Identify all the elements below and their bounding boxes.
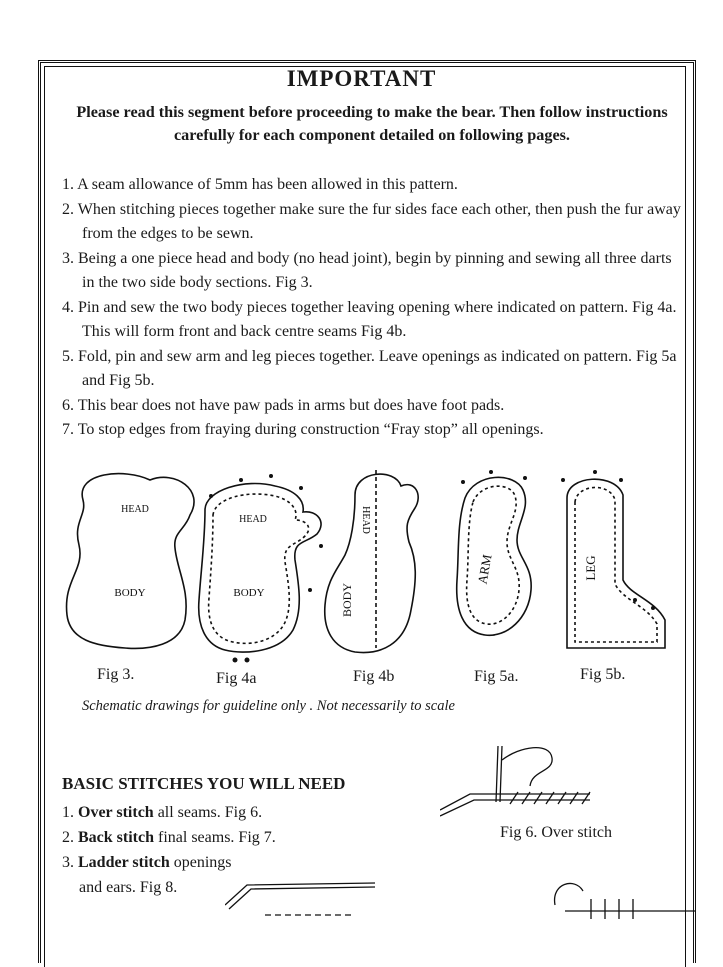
instruction-item: 5. Fold, pin and sew arm and leg pieces together. Leave openings as indicated on pattern. Fig 5a and Fig 5b.	[62, 347, 677, 389]
stitch-item-continued: and ears. Fig 8.	[79, 879, 178, 896]
fig6-caption: Fig 6. Over stitch	[500, 824, 612, 841]
fig3-body-label: BODY	[114, 587, 146, 599]
instruction-item: 1. A seam allowance of 5mm has been allowed in this pattern.	[62, 176, 458, 193]
fig5b-caption: Fig 5b.	[580, 666, 626, 683]
scale-note: Schematic drawings for guideline only . Not necessarily to scale	[82, 698, 455, 714]
fig5b-leg-label: LEG	[583, 555, 598, 581]
instruction-item: 6. This bear does not have paw pads in arms but does have foot pads.	[62, 396, 505, 414]
fig5b-leg-piece	[567, 479, 665, 648]
fig4a-body-label: BODY	[233, 587, 265, 599]
stitch-item: 3. Ladder stitch openings	[62, 854, 232, 871]
instruction-item: 2. When stitching pieces together make sure the fur sides face each other, then push the fur away from the edges to be sewn.	[62, 200, 681, 242]
stitches-heading: BASIC STITCHES YOU WILL NEED	[62, 774, 346, 793]
fig3-head-label: HEAD	[121, 504, 149, 515]
stitch-item: 1. Over stitch all seams. Fig 6.	[62, 804, 263, 821]
fig4a-caption: Fig 4a	[216, 670, 257, 687]
fig4b-head-label: HEAD	[360, 506, 371, 534]
fig4b-caption: Fig 4b	[353, 668, 395, 685]
instruction-item: 3. Being a one piece head and body (no head joint), begin by pinning and sewing all three darts in the two side body sections. Fig 3.	[62, 249, 672, 291]
fig4a-body-piece	[199, 483, 321, 652]
fig4a-head-label: HEAD	[239, 514, 267, 525]
fig4b-body-piece	[325, 474, 418, 652]
fig3-body-piece	[67, 474, 195, 649]
stitch-drawings-bottom	[225, 875, 705, 923]
fig5a-caption: Fig 5a.	[474, 668, 519, 685]
instruction-item: 4. Pin and sew the two body pieces together leaving opening where indicated on pattern. Fig 4a. This will form front and back centre seams Fig 4b.	[62, 298, 677, 340]
intro-text: Please read this segment before proceeding to make the bear. Then follow instructions carefully for each component detailed on following pages.	[76, 103, 668, 144]
instruction-list	[62, 173, 684, 443]
instruction-item: 7. To stop edges from fraying during construction “Fray stop” all openings.	[62, 421, 544, 438]
fig6-over-stitch-drawing	[440, 742, 640, 822]
stitch-item: 2. Back stitch final seams. Fig 7.	[62, 829, 276, 846]
fig4b-body-label: BODY	[340, 582, 354, 618]
fig3-caption: Fig 3.	[97, 666, 135, 683]
fig5a-arm-label: ARM	[474, 553, 495, 586]
page-title: IMPORTANT	[286, 66, 437, 91]
pattern-figures	[55, 460, 675, 670]
